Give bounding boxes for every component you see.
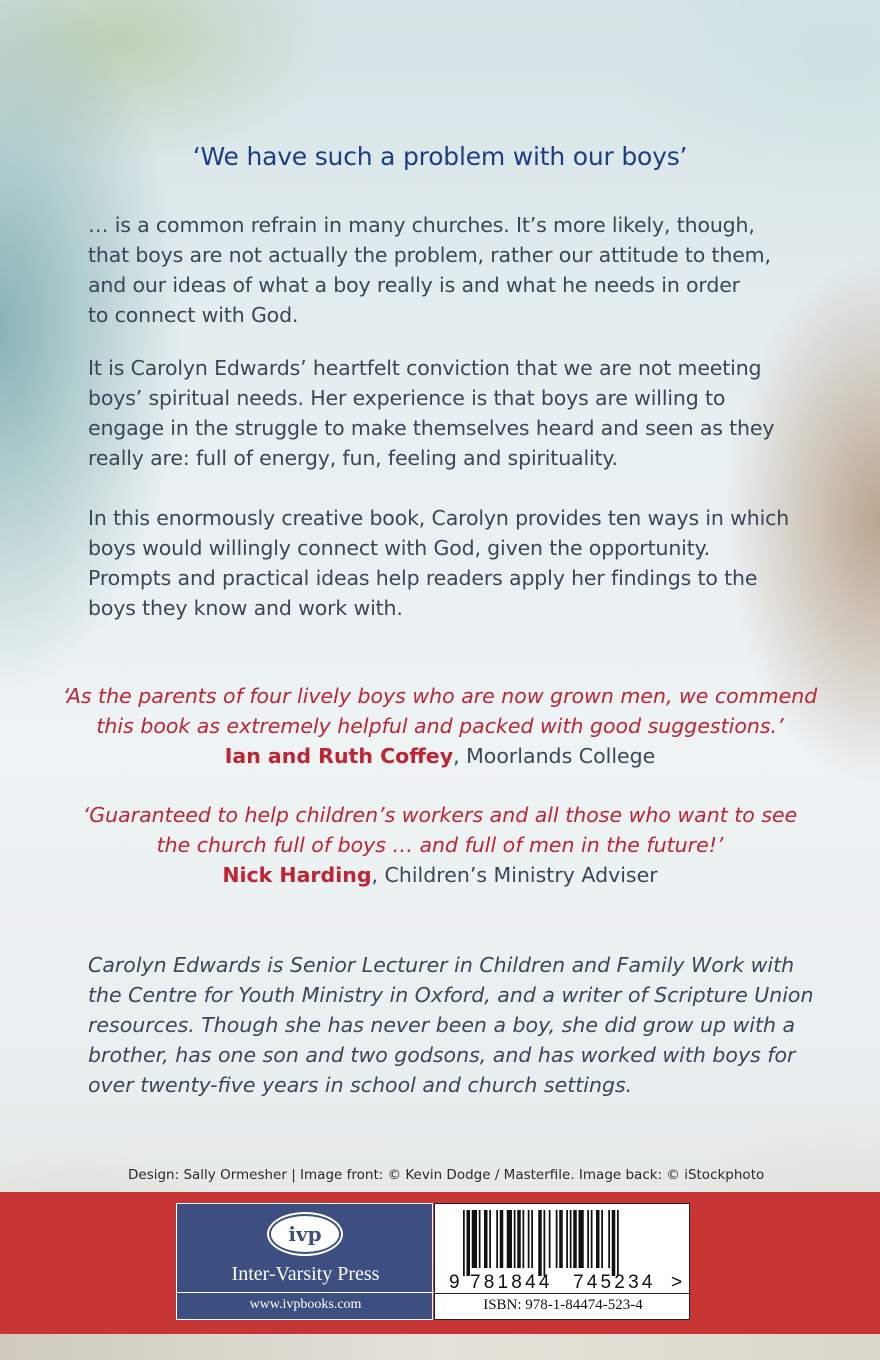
endorser-name: Ian and Ruth Coffey — [224, 744, 454, 768]
blurb-paragraph-2 — [88, 353, 808, 473]
barcode-bar — [579, 1210, 584, 1268]
barcode-bar — [612, 1210, 616, 1276]
text-line: boys’ spiritual needs. Her experience is that boys are willing to — [88, 386, 726, 410]
barcode-bar — [489, 1210, 491, 1268]
barcode-bar — [556, 1210, 558, 1268]
text-line: Carolyn Edwards is Senior Lecturer in Children and Family Work with — [88, 953, 795, 977]
barcode-bar — [507, 1210, 512, 1268]
barcode-bar — [484, 1210, 488, 1268]
barcode — [435, 1210, 691, 1292]
ivp-logo — [269, 1214, 341, 1254]
author-bio — [88, 950, 814, 1100]
text-line: to connect with God. — [88, 303, 299, 327]
text-line: boys they know and work with. — [88, 596, 403, 620]
barcode-bar — [596, 1210, 600, 1268]
barcode-bar — [496, 1210, 498, 1268]
isbn-divider — [435, 1293, 691, 1294]
barcode-bar — [544, 1210, 546, 1276]
blurb-paragraph-1 — [88, 210, 808, 330]
text-line: In this enormously creative book, Carolyn provides ten ways in which — [88, 506, 790, 530]
barcode-bar — [531, 1210, 533, 1268]
barcode-bar — [570, 1210, 572, 1268]
barcode-bar — [538, 1210, 542, 1276]
barcode-bar — [514, 1210, 516, 1268]
text-line: boys would willingly connect with God, given the opportunity. — [88, 536, 711, 560]
barcode-bar — [472, 1210, 477, 1268]
endorser-name: Nick Harding — [222, 863, 372, 887]
text-line: brother, has one son and two godsons, and has worked with boys for — [88, 1043, 796, 1067]
text-line: that boys are not actually the problem, rather our attitude to them, — [88, 243, 771, 267]
barcode-bar — [559, 1210, 563, 1268]
design-credits: Design: Sally Ormesher | Image front: © Kevin Dodge / Masterfile. Image back: © iStockphoto — [128, 1167, 765, 1183]
endorsement-attribution — [0, 860, 880, 890]
barcode-bar — [517, 1210, 521, 1268]
text-line: It is Carolyn Edwards’ heartfelt conviction that we are not meeting — [88, 356, 762, 380]
barcode-bar — [523, 1210, 525, 1268]
endorser-affiliation: , Children’s Ministry Adviser — [371, 863, 658, 887]
barcode-digits-right: 745234 — [573, 1272, 656, 1292]
endorsement-quote-line: this book as extremely helpful and packed with good suggestions.’ — [96, 714, 784, 738]
isbn-number: ISBN: 978-1-84474-523-4 — [483, 1297, 643, 1313]
text-line: … is a common refrain in many churches. It’s more likely, though, — [88, 213, 755, 237]
barcode-bars — [463, 1210, 619, 1276]
publisher-url: www.ivpbooks.com — [249, 1297, 362, 1312]
barcode-bar — [500, 1210, 504, 1268]
endorsement-1 — [0, 681, 880, 771]
barcode-bar — [549, 1210, 551, 1268]
blurb-heading: ‘We have such a problem with our boys’ — [192, 142, 688, 171]
endorsement-2 — [0, 800, 880, 890]
text-line: resources. Though she has never been a boy, she did grow up with a — [88, 1013, 796, 1037]
bottom-strip — [0, 1334, 880, 1360]
text-line: the Centre for Youth Ministry in Oxford, and a writer of Scripture Union — [88, 983, 814, 1007]
barcode-bar — [463, 1210, 465, 1276]
barcode-box — [434, 1203, 690, 1320]
text-line: really are: full of energy, fun, feeling and spirituality. — [88, 446, 618, 470]
barcode-bar — [601, 1210, 603, 1268]
text-line: over twenty-five years in school and church settings. — [88, 1073, 633, 1097]
endorsement-quote-line: ‘As the parents of four lively boys who are now grown men, we commend — [62, 684, 818, 708]
barcode-bar — [587, 1210, 589, 1268]
endorsement-attribution — [0, 741, 880, 771]
barcode-bar — [573, 1210, 577, 1268]
barcode-digits-left: 781844 — [470, 1272, 553, 1292]
text-line: and our ideas of what a boy really is and what he needs in order — [88, 273, 740, 297]
barcode-bar — [479, 1210, 481, 1268]
ivp-logo-text: ivp — [288, 1222, 322, 1246]
endorsement-quote-line: the church full of boys … and full of men in the future!’ — [156, 833, 724, 857]
barcode-first-digit: 9 — [449, 1272, 460, 1292]
text-line: engage in the struggle to make themselves heard and seen as they — [88, 416, 775, 440]
barcode-end-mark: > — [671, 1272, 683, 1292]
publisher-divider — [177, 1292, 434, 1293]
barcode-bar — [608, 1210, 610, 1268]
barcode-bar — [528, 1210, 530, 1268]
endorsement-quote-line: ‘Guaranteed to help children’s workers and all those who want to see — [82, 803, 798, 827]
barcode-bar — [467, 1210, 471, 1276]
endorser-affiliation: , Moorlands College — [453, 744, 656, 768]
barcode-bar — [617, 1210, 619, 1276]
publisher-box — [176, 1203, 433, 1320]
publisher-name: Inter-Varsity Press — [231, 1263, 380, 1285]
barcode-bar — [566, 1210, 568, 1268]
text-line: Prompts and practical ideas help readers apply her findings to the — [88, 566, 758, 590]
barcode-bar — [591, 1210, 593, 1268]
blurb-paragraph-3 — [88, 503, 808, 623]
